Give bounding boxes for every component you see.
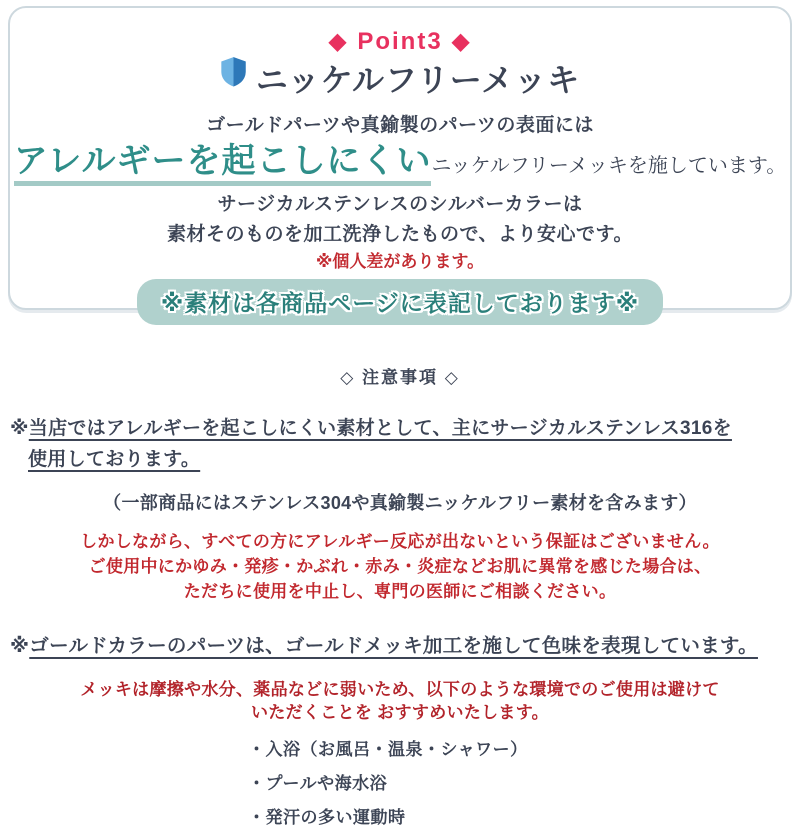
list-item: ・発汗の多い運動時 [248, 808, 406, 827]
material-statement-line2: 使用しております。 [28, 449, 201, 470]
parenthetical-note: （一部商品にはステンレス304や真鍮製ニッケルフリー素材を含みます） [103, 493, 697, 513]
allergy-warning-line: しかしながら、すべての方にアレルギー反応が出ないという保証はございません。 [80, 532, 720, 551]
plating-care-line: メッキは摩擦や水分、薬品などに弱いため、以下のような環境でのご使用は避けて [80, 680, 720, 699]
allergy-warning-line: ご使用中にかゆみ・発疹・かぶれ・赤み・炎症などお肌に異常を感じた場合は、 [88, 557, 712, 576]
shield-icon [220, 56, 247, 103]
plating-care-note [10, 678, 790, 724]
body-line-2: 素材そのものを加工洗浄したもので、より安心です。 [166, 224, 634, 245]
allergy-warning [10, 529, 790, 604]
material-statement-line1: 当店ではアレルギーを起こしにくい素材として、主にサージカルステンレス316を [28, 418, 732, 439]
material-note-pill: ※素材は各商品ページに表記しております※ [137, 279, 663, 325]
asterisk-mark: ※ [10, 418, 29, 439]
allergy-highlight-text: アレルギーを起こしにくい [14, 142, 432, 186]
plating-care-line: いただくことを おすすめいたします。 [251, 703, 549, 722]
intro-line: ゴールドパーツや真鍮製のパーツの表面には [206, 115, 594, 136]
avoid-situations-list [10, 741, 790, 827]
caution-section [0, 368, 800, 827]
allergy-warning-line: ただちに使用を中止し、専門の医師にご相談ください。 [183, 582, 617, 601]
heading-text: ニッケルフリーメッキ [255, 61, 581, 98]
caution-title: ◇ 注意事項 ◇ [340, 368, 460, 387]
body-line-1: サージカルステンレスのシルバーカラーは [217, 194, 583, 215]
list-item: ・入浴（お風呂・温泉・シャワー） [248, 740, 528, 759]
point3-label: ◆ Point3 ◆ [328, 28, 472, 55]
gold-color-statement-text: ゴールドカラーのパーツは、ゴールドメッキ加工を施して色味を表現しています。 [29, 635, 758, 657]
individual-difference-note: ※個人差があります。 [315, 252, 485, 271]
point3-feature-box [8, 6, 792, 316]
gold-color-statement [10, 631, 790, 662]
list-item: ・プールや海水浴 [248, 774, 388, 793]
nickel-free-heading [10, 56, 790, 103]
allergy-highlight-line [10, 139, 790, 190]
material-statement [10, 413, 790, 475]
allergy-highlight-rest: ニッケルフリーメッキを施しています。 [431, 155, 787, 177]
asterisk-mark: ※ [10, 635, 30, 657]
